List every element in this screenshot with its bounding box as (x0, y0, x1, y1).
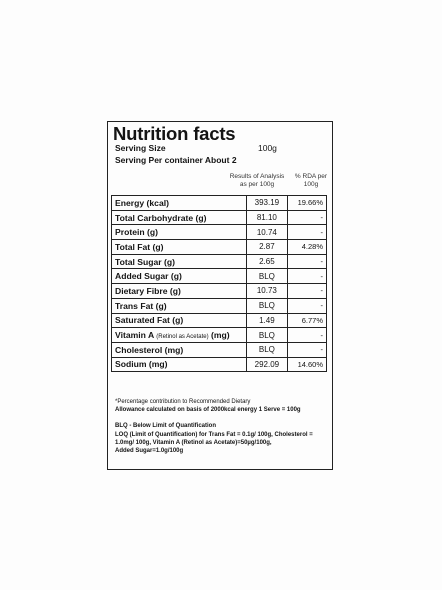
nutrient-name: Energy (kcal) (112, 196, 247, 211)
nutrient-unit: (mg) (210, 330, 230, 341)
table-row (112, 298, 327, 313)
serving-size-label: Serving Size (115, 143, 166, 153)
table-row (112, 284, 327, 299)
nutrient-name-vitamin-a (112, 328, 247, 343)
nutrient-value: 2.65 (246, 254, 288, 269)
table-row (112, 357, 327, 372)
nutrient-value: 1.49 (246, 313, 288, 328)
nutrient-rda: - (288, 328, 327, 343)
footnote-loq-line1: LOQ (Limit of Quantification) for Trans Fat = 0.1g/ 100g, Cholesterol = (115, 431, 313, 438)
nutrient-rda: - (288, 342, 327, 357)
table-row (112, 328, 327, 343)
nutrient-name: Total Carbohydrate (g) (112, 210, 247, 225)
footnote-loq-line3: Added Sugar=1.0g/100g (115, 448, 184, 455)
nutrient-name: Saturated Fat (g) (112, 313, 247, 328)
nutrient-rda: 14.60% (288, 357, 327, 372)
serving-per-container: Serving Per container About 2 (115, 155, 237, 165)
nutrient-rda: - (288, 269, 327, 284)
nutrition-label (107, 121, 333, 470)
table-row (112, 342, 327, 357)
table-row (112, 240, 327, 255)
footnote (115, 398, 330, 455)
nutrient-name: Protein (g) (112, 225, 247, 240)
nutrient-value: 2.87 (246, 240, 288, 255)
nutrient-rda: - (288, 210, 327, 225)
footnote-allowance-note: Allowance calculated on basis of 2000kcal energy 1 Serve = 100g (115, 407, 301, 414)
nutrient-name: Added Sugar (g) (112, 269, 247, 284)
footnote-blq: BLQ - Below Limit of Quantification (115, 423, 216, 430)
nutrient-name: Trans Fat (g) (112, 298, 247, 313)
nutrient-rda: - (288, 254, 327, 269)
table-row (112, 196, 327, 211)
nutrient-rda: - (288, 284, 327, 299)
nutrient-rda: 19.66% (288, 196, 327, 211)
nutrient-value: BLQ (246, 298, 288, 313)
nutrient-value: BLQ (246, 328, 288, 343)
nutrient-value: 393.19 (246, 196, 288, 211)
nutrient-table (111, 195, 327, 372)
label-title: Nutrition facts (113, 123, 236, 144)
nutrient-value: 10.73 (246, 284, 288, 299)
nutrient-rda: - (288, 225, 327, 240)
nutrient-rda: 6.77% (288, 313, 327, 328)
nutrient-name: Cholesterol (mg) (112, 342, 247, 357)
table-row (112, 210, 327, 225)
serving-size-value: 100g (258, 143, 277, 153)
column-header-rda: % RDA per 100g (294, 173, 328, 188)
nutrient-name: Vitamin A (115, 330, 154, 341)
footnote-rda-note: *Percentage contribution to Recommended Dietary (115, 399, 251, 405)
nutrient-value: 81.10 (246, 210, 288, 225)
nutrient-rda: - (288, 298, 327, 313)
table-row (112, 225, 327, 240)
table-row (112, 313, 327, 328)
nutrient-name: Sodium (mg) (112, 357, 247, 372)
nutrient-name: Total Sugar (g) (112, 254, 247, 269)
nutrient-value: 292.09 (246, 357, 288, 372)
nutrient-value: BLQ (246, 342, 288, 357)
nutrient-rda: 4.28% (288, 240, 327, 255)
nutrient-name: Total Fat (g) (112, 240, 247, 255)
nutrient-name: Dietary Fibre (g) (112, 284, 247, 299)
nutrient-name-qualifier: (Retinol as Acetate) (156, 334, 209, 341)
column-header-results: Results of Analysis as per 100g (229, 173, 285, 188)
footnote-loq-line2: 1.0mg/ 100g, Vitamin A (Retinol as Acetate)=50µg/100g, (115, 439, 272, 446)
table-row (112, 269, 327, 284)
nutrient-value: BLQ (246, 269, 288, 284)
nutrient-value: 10.74 (246, 225, 288, 240)
table-row (112, 254, 327, 269)
